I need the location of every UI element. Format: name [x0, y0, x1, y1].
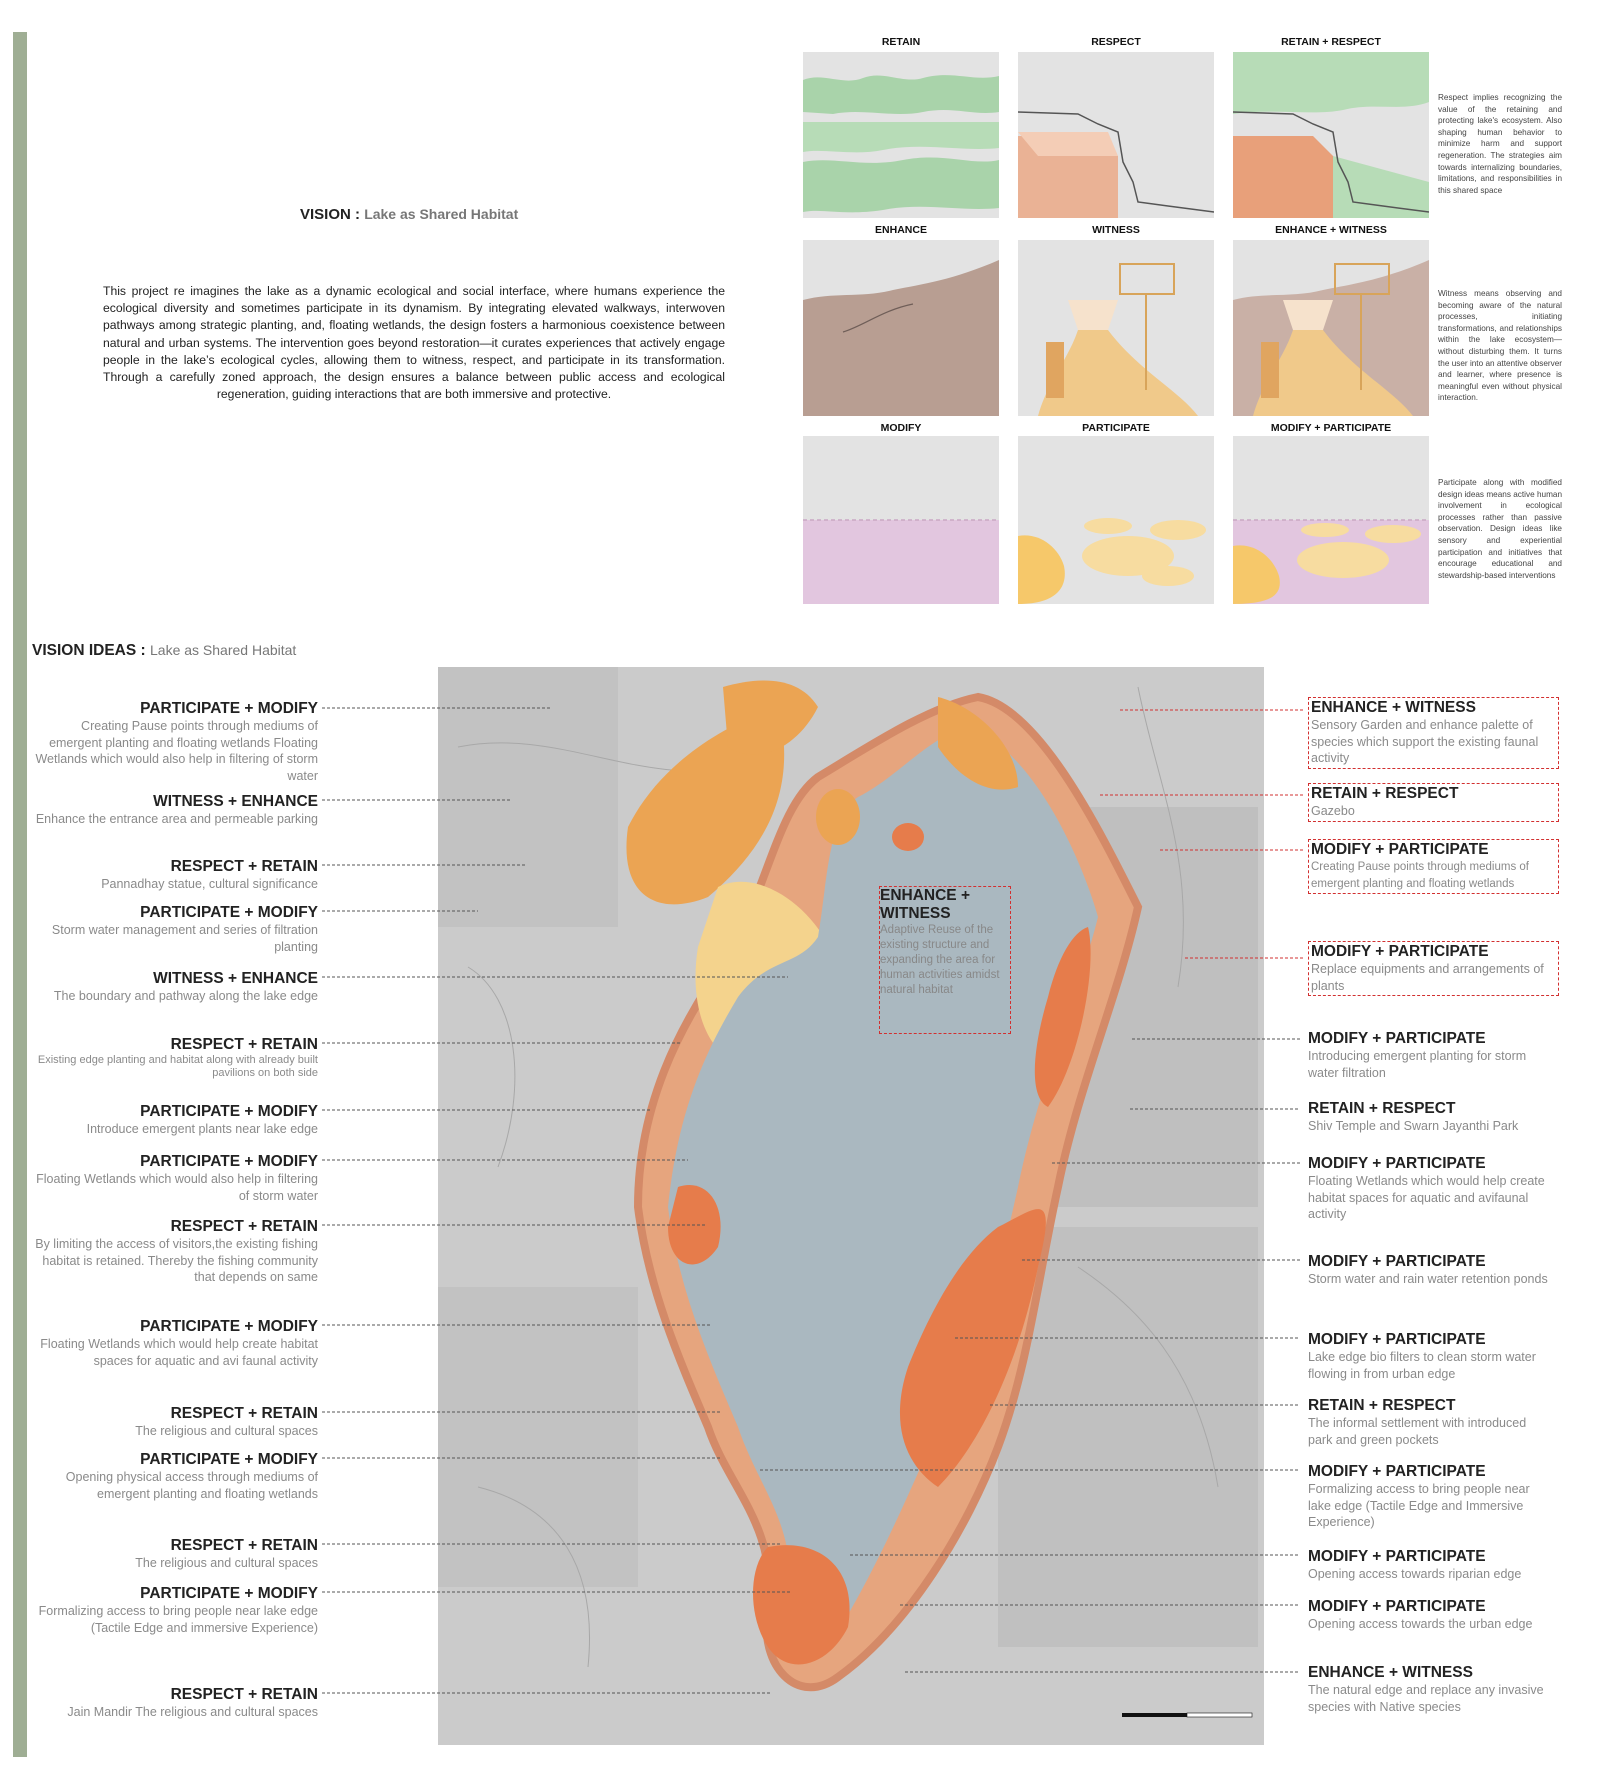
left-label-respect-retain-2: RESPECT + RETAIN Existing edge planting and habitat along with already built pavilions on both side	[37, 1036, 318, 1079]
vision-description: This project re imagines the lake as a dynamic ecological and social interface, where humans experience the ecological diversity and sometimes participate in its dynamism. By integrating elevated walkways, interwoven pathways among strategic planting, and, floating wetlands, the design fosters a harmonious coexistence between natural and urban systems. The intervention goes beyond restoration—it curates experiences that actively engage people in the lake’s ecological cycles, allowing them to witness, respect, and participate in its transformation. Through a carefully zoned approach, the design ensures a balance between public access and ecological regeneration, guiding interactions that are both immersive and protective.	[103, 284, 725, 402]
right-label-retain-respect-1: RETAIN + RESPECT Gazebo	[1308, 783, 1559, 822]
concept-label-participate: PARTICIPATE	[1082, 422, 1150, 434]
vision-ideas-title: VISION IDEAS : Lake as Shared Habitat	[32, 642, 297, 659]
right-label-modify-participate-3: MODIFY + PARTICIPATE Introducing emergent planting for storm water filtration	[1308, 1030, 1527, 1080]
right-label-retain-respect-2: RETAIN + RESPECT Shiv Temple and Swarn Jayanthi Park	[1308, 1100, 1519, 1133]
concept-label-retain: RETAIN	[881, 36, 921, 48]
right-label-modify-participate-9: MODIFY + PARTICIPATE Opening access towards the urban edge	[1308, 1598, 1533, 1631]
left-label-participate-modify-3: PARTICIPATE + MODIFY Introduce emergent plants near lake edge	[86, 1103, 318, 1136]
left-label-witness-enhance-2: WITNESS + ENHANCE The boundary and pathway along the lake edge	[53, 970, 318, 1003]
right-label-modify-participate-4: MODIFY + PARTICIPATE Floating Wetlands which would help create habitat spaces for aquatic and avifaunal activity	[1308, 1155, 1545, 1221]
map-center-label: ENHANCE + WITNESS Adaptive Reuse of the existing structure and expanding the area for human activities amidst natural habitat	[879, 886, 1011, 1034]
concept-label-enhance-witness: ENHANCE + WITNESS	[1275, 224, 1387, 236]
concept-label-witness: WITNESS	[1092, 224, 1140, 236]
concept-note-participate: Participate along with modified design ideas means active human involvement in ecological processes rather than passive observation. Design ideas like sensory and experiential participation and initiatives that encourage educational and stewardship-based interventions	[1438, 478, 1562, 580]
right-label-enhance-witness-2: ENHANCE + WITNESS The natural edge and replace any invasive species with Native species	[1308, 1664, 1544, 1714]
left-label-respect-retain-1: RESPECT + RETAIN Pannadhay statue, cultural significance	[101, 858, 318, 891]
right-label-modify-participate-6: MODIFY + PARTICIPATE Lake edge bio filters to clean storm water flowing in from urban edge	[1308, 1331, 1536, 1381]
left-label-participate-modify-7: PARTICIPATE + MODIFY Formalizing access to bring people near lake edge (Tactile Edge and immersive Experience)	[38, 1585, 318, 1635]
concept-label-enhance: ENHANCE	[875, 224, 927, 236]
left-label-witness-enhance-1: WITNESS + ENHANCE Enhance the entrance area and permeable parking	[35, 793, 318, 826]
right-label-enhance-witness-1: ENHANCE + WITNESS Sensory Garden and enhance palette of species which support the existing faunal activity	[1308, 697, 1559, 769]
concept-label-modify: MODIFY	[880, 422, 922, 434]
left-label-respect-retain-3: RESPECT + RETAIN By limiting the access of visitors,the existing fishing habitat is retained. Thereby the fishing community that depends on same	[35, 1218, 318, 1284]
right-label-modify-participate-5: MODIFY + PARTICIPATE Storm water and rain water retention ponds	[1308, 1253, 1548, 1286]
left-label-participate-modify-1: PARTICIPATE + MODIFY Creating Pause points through mediums of emergent planting and floating wetlands Floating Wetlands which would also help in filtering of storm water	[35, 700, 318, 783]
left-label-participate-modify-4: PARTICIPATE + MODIFY Floating Wetlands which would also help in filtering of storm water	[36, 1153, 318, 1203]
left-label-respect-retain-5: RESPECT + RETAIN The religious and cultural spaces	[135, 1537, 318, 1570]
left-label-respect-retain-6: RESPECT + RETAIN Jain Mandir The religious and cultural spaces	[67, 1686, 318, 1719]
concept-label-respect: RESPECT	[1091, 36, 1141, 48]
right-label-retain-respect-3: RETAIN + RESPECT The informal settlement with introduced park and green pockets	[1308, 1397, 1527, 1447]
right-label-modify-participate-8: MODIFY + PARTICIPATE Opening access towards riparian edge	[1308, 1548, 1522, 1581]
left-label-participate-modify-2: PARTICIPATE + MODIFY Storm water management and series of filtration planting	[51, 904, 318, 954]
right-label-modify-participate-1: MODIFY + PARTICIPATE Creating Pause points through mediums of emergent planting and floating wetlands	[1308, 839, 1559, 894]
concept-label-retain-respect: RETAIN + RESPECT	[1281, 36, 1381, 48]
left-label-respect-retain-4: RESPECT + RETAIN The religious and cultural spaces	[135, 1405, 318, 1438]
right-label-modify-participate-7: MODIFY + PARTICIPATE Formalizing access to bring people near lake edge (Tactile Edge and Immersive Experience)	[1308, 1463, 1530, 1529]
vision-title: VISION : Lake as Shared Habitat	[300, 206, 519, 223]
concept-note-witness: Witness means observing and becoming aware of the natural processes, initiating transformations, and relationships within the lake ecosystem—without disturbing them. It turns the user into an attentive observer and learner, where presence is meaningful even without physical interaction.	[1438, 289, 1562, 403]
left-label-participate-modify-6: PARTICIPATE + MODIFY Opening physical access through mediums of emergent planting and floating wetlands	[65, 1451, 318, 1501]
concept-label-modify-participate: MODIFY + PARTICIPATE	[1270, 422, 1392, 434]
concept-note-respect: Respect implies recognizing the value of the retaining and protecting lake's ecosystem. Also shaping human behavior to minimize harm and support regeneration. The strategies aim towards internalizing boundaries, limitations, and responsibilities in this shared space	[1438, 93, 1562, 195]
left-label-participate-modify-5: PARTICIPATE + MODIFY Floating Wetlands which would help create habitat spaces for aquatic and avi faunal activity	[40, 1318, 318, 1368]
right-label-modify-participate-2: MODIFY + PARTICIPATE Replace equipments and arrangements of plants	[1308, 941, 1559, 996]
